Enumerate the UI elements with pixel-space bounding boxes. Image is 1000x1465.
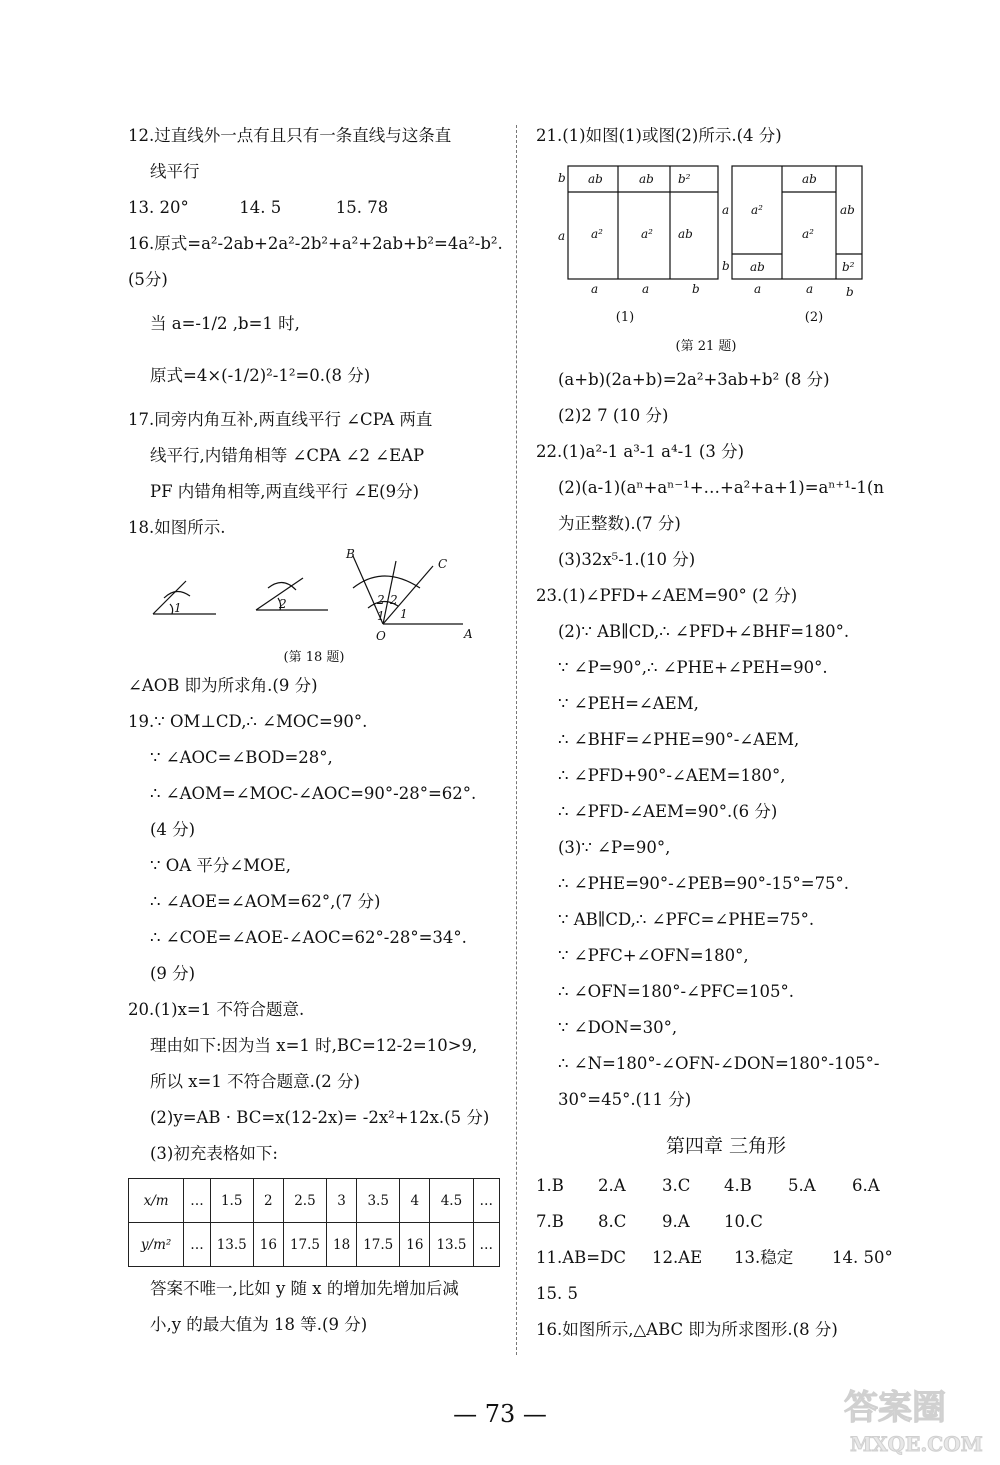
table-cell: 1.5 <box>210 1179 253 1223</box>
q18-figure <box>128 546 500 646</box>
q16-right: 16.如图所示,△ABC 即为所求图形.(8 分) <box>536 1320 838 1339</box>
table-cell: 18 <box>327 1223 357 1267</box>
watermark-title: 答案圈 <box>844 1388 946 1428</box>
q14: 14. 5 <box>239 198 282 217</box>
q18-fig-label-2: 2 <box>279 597 287 611</box>
answer: 13.稳定 <box>734 1248 794 1267</box>
q20-line4: (2)y=AB · BC=x(12-2x)= -2x²+12x.(5 分) <box>150 1108 490 1127</box>
answer: 8.C <box>598 1212 627 1231</box>
table-cell: x/m <box>129 1179 184 1223</box>
answer: 14. 50° <box>832 1248 893 1267</box>
table-cell: … <box>473 1179 500 1223</box>
table-cell: 16 <box>400 1223 430 1267</box>
fig1-label: b <box>692 282 700 296</box>
q23-line11: ∵ ∠PFC+∠OFN=180°, <box>558 946 749 965</box>
q22-line3: 为正整数).(7 分) <box>558 514 681 533</box>
q22-line1: 22.(1)a²-1 a³-1 a⁴-1 (3 分) <box>536 442 745 461</box>
fig1-label: ab <box>588 172 603 186</box>
right-column <box>536 118 916 1348</box>
watermark-logo <box>836 1375 986 1459</box>
q19-line1: 19.∵ OM⊥CD,∴ ∠MOC=90°. <box>128 712 368 731</box>
q23-line8: (3)∵ ∠P=90°, <box>558 838 671 857</box>
q21-line3: (2)2 7 (10 分) <box>558 406 669 425</box>
table-cell: … <box>184 1223 211 1267</box>
table-cell: 13.5 <box>430 1223 473 1267</box>
q19-line4: (4 分) <box>150 820 196 839</box>
table-cell: … <box>184 1179 211 1223</box>
fig1-label: a² <box>641 227 653 241</box>
answers-row-3 <box>536 1240 916 1276</box>
q17-line3: PF 内错角相等,两直线平行 ∠E(9分) <box>150 482 420 501</box>
fig2-label: ab <box>750 260 765 274</box>
fig2-label: a <box>722 203 730 217</box>
q18-fig-label-1: 1 <box>174 601 182 615</box>
q22-line4: (3)32x⁵-1.(10 分) <box>558 550 696 569</box>
q20-line2: 理由如下:因为当 x=1 时,BC=12-2=10>9, <box>150 1036 478 1055</box>
q19-line2: ∵ ∠AOC=∠BOD=28°, <box>150 748 333 767</box>
q23-line10: ∵ AB∥CD,∴ ∠PFC=∠PHE=75°. <box>558 910 815 929</box>
q16-line3: 当 a=-1/2 ,b=1 时, <box>150 314 300 333</box>
fig2-label: b <box>846 285 854 299</box>
q17-line1: 17.同旁内角互补,两直线平行 ∠CPA 两直 <box>128 410 433 429</box>
fig2-caption: (2) <box>804 310 824 325</box>
q23-line1: 23.(1)∠PFD+∠AEM=90° (2 分) <box>536 586 798 605</box>
table-cell: 3.5 <box>357 1179 400 1223</box>
fig2-label: a² <box>751 203 763 217</box>
q18-caption: (第 18 题) <box>283 650 345 665</box>
answer: 6.A <box>852 1176 880 1195</box>
q21-caption: (第 21 题) <box>675 339 737 354</box>
q19-line5: ∵ OA 平分∠MOE, <box>150 856 291 875</box>
answer: 5.A <box>788 1176 816 1195</box>
table-cell: 17.5 <box>357 1223 400 1267</box>
answers-row-2 <box>536 1204 916 1240</box>
fig1-label: a <box>642 282 650 296</box>
answer: 2.A <box>598 1176 626 1195</box>
q13-15 <box>128 190 500 226</box>
fig2-label: b² <box>842 260 855 274</box>
page-number: — 73 — <box>453 1400 547 1428</box>
q23-line13: ∵ ∠DON=30°, <box>558 1018 678 1037</box>
table-row <box>129 1179 500 1223</box>
table-cell: 16 <box>253 1223 283 1267</box>
q15: 15. 78 <box>335 198 389 217</box>
q19-line6: ∴ ∠AOE=∠AOM=62°,(7 分) <box>150 892 381 911</box>
q18-fig-label-2b: 2 <box>390 593 398 607</box>
q22-line2: (2)(a-1)(aⁿ+aⁿ⁻¹+…+a²+a+1)=aⁿ⁺¹-1(n <box>558 478 884 497</box>
q18-fig-label-O: O <box>376 629 386 643</box>
fig1-caption: (1) <box>615 310 635 325</box>
answer: 7.B <box>536 1212 564 1231</box>
watermark-url: MXQE.COM <box>850 1432 983 1456</box>
q20-line5: (3)初充表格如下: <box>150 1144 278 1163</box>
answer: 11.AB=DC <box>536 1248 626 1267</box>
fig2-label: a² <box>802 227 814 241</box>
q18-fig-label-A: A <box>464 627 473 641</box>
q20-end-line1: 答案不唯一,比如 y 随 x 的增加先增加后减 <box>150 1279 459 1298</box>
q19-line7: ∴ ∠COE=∠AOE-∠AOC=62°-28°=34°. <box>150 928 467 947</box>
q21-subcaptions <box>536 304 916 332</box>
q23-line5: ∴ ∠BHF=∠PHE=90°-∠AEM, <box>558 730 800 749</box>
answer: 4.B <box>724 1176 752 1195</box>
q23-line6: ∴ ∠PFD+90°-∠AEM=180°, <box>558 766 786 785</box>
fig1-label: ab <box>678 227 693 241</box>
q23-line14: ∴ ∠N=180°-∠OFN-∠DON=180°-105°- <box>558 1054 880 1073</box>
q23-line2: (2)∵ AB∥CD,∴ ∠PFD+∠BHF=180°. <box>558 622 850 641</box>
q17-line2: 线平行,内错角相等 ∠CPA ∠2 ∠EAP <box>150 446 425 465</box>
q19-line8: (9 分) <box>150 964 196 983</box>
q20-line1: 20.(1)x=1 不符合题意. <box>128 1000 305 1019</box>
fig1-label: a <box>591 282 599 296</box>
answer: 12.AE <box>652 1248 703 1267</box>
answer: 3.C <box>662 1176 691 1195</box>
answer-15: 15. 5 <box>536 1284 578 1303</box>
q12-line2: 线平行 <box>150 162 200 181</box>
answer: 10.C <box>724 1212 763 1231</box>
table-cell: 17.5 <box>283 1223 326 1267</box>
q18-line2: ∠AOB 即为所求角.(9 分) <box>128 676 318 695</box>
table-row <box>129 1223 500 1267</box>
table-cell: 3 <box>327 1179 357 1223</box>
answers-row-1 <box>536 1168 916 1204</box>
q20-table <box>128 1178 500 1267</box>
q18-line1: 18.如图所示. <box>128 518 226 537</box>
table-cell: 13.5 <box>210 1223 253 1267</box>
table-cell: y/m² <box>129 1223 184 1267</box>
q23-line3: ∵ ∠P=90°,∴ ∠PHE+∠PEH=90°. <box>558 658 828 677</box>
q18-fig-label-2a: 2 <box>377 593 385 607</box>
q23-line15: 30°=45°.(11 分) <box>558 1090 692 1109</box>
q23-line4: ∵ ∠PEH=∠AEM, <box>558 694 699 713</box>
column-divider <box>516 125 517 1355</box>
table-cell: … <box>473 1223 500 1267</box>
fig1-label: a² <box>591 227 603 241</box>
q23-line9: ∴ ∠PHE=90°-∠PEB=90°-15°=75°. <box>558 874 850 893</box>
q16-line4: 原式=4×(-1/2)²-1²=0.(8 分) <box>150 366 371 385</box>
q18-fig-label-B: B <box>346 547 355 561</box>
left-column <box>128 118 503 1343</box>
q18-fig-label-1a: 1 <box>377 609 385 623</box>
q21-figure <box>536 154 916 304</box>
answer: 1.B <box>536 1176 564 1195</box>
q20-end-line2: 小,y 的最大值为 18 等.(9 分) <box>150 1315 368 1334</box>
q18-fig-label-C: C <box>438 557 448 571</box>
fig2-label: a <box>754 282 762 296</box>
q16-line2: (5分) <box>128 270 168 289</box>
fig2-label: ab <box>802 172 817 186</box>
table-cell: 4.5 <box>430 1179 473 1223</box>
chapter-title: 第四章 三角形 <box>665 1135 787 1157</box>
q23-line7: ∴ ∠PFD-∠AEM=90°.(6 分) <box>558 802 778 821</box>
table-cell: 4 <box>400 1179 430 1223</box>
q12-line1: 12.过直线外一点有且只有一条直线与这条直 <box>128 126 452 145</box>
answer: 9.A <box>662 1212 690 1231</box>
table-cell: 2 <box>253 1179 283 1223</box>
q23-line12: ∴ ∠OFN=180°-∠PFC=105°. <box>558 982 794 1001</box>
fig1-label: b² <box>678 172 691 186</box>
fig1-label: ab <box>639 172 654 186</box>
q16-line1: 16.原式=a²-2ab+2a²-2b²+a²+2ab+b²=4a²-b². <box>128 234 503 253</box>
q18-fig-label-1b: 1 <box>400 607 408 621</box>
fig2-label: b <box>722 259 730 273</box>
fig1-label: a <box>558 229 566 243</box>
q20-line3: 所以 x=1 不符合题意.(2 分) <box>150 1072 360 1091</box>
q13: 13. 20° <box>128 198 189 217</box>
fig2-label: a <box>806 282 814 296</box>
table-cell: 2.5 <box>283 1179 326 1223</box>
q21-line1: 21.(1)如图(1)或图(2)所示.(4 分) <box>536 126 782 145</box>
fig1-label: b <box>558 171 566 185</box>
q19-line3: ∴ ∠AOM=∠MOC-∠AOC=90°-28°=62°. <box>150 784 477 803</box>
q21-line2: (a+b)(2a+b)=2a²+3ab+b² (8 分) <box>558 370 830 389</box>
fig2-label: ab <box>840 203 855 217</box>
